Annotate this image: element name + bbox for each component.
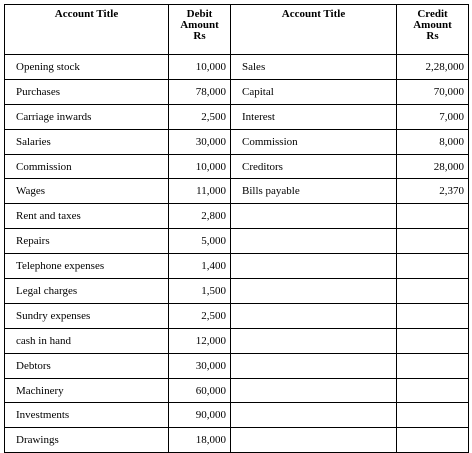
debit-account-title-cell: Investments	[5, 403, 169, 428]
table-row	[5, 154, 469, 179]
debit-amount-header-line: Rs	[193, 30, 206, 42]
credit-account-title-cell: Sales	[231, 55, 397, 80]
debit-account-title-cell: Commission	[5, 154, 169, 179]
table-row	[5, 328, 469, 353]
debit-account-title-cell: Wages	[5, 179, 169, 204]
table-row	[5, 353, 469, 378]
credit-account-title-cell	[231, 428, 397, 453]
header-row	[5, 5, 469, 55]
debit-amount-cell: 1,500	[169, 279, 231, 304]
credit-amount-cell	[397, 229, 469, 254]
debit-amount-cell: 1,400	[169, 254, 231, 279]
table-row	[5, 129, 469, 154]
credit-amount-cell: 70,000	[397, 79, 469, 104]
debit-account-title-cell: Rent and taxes	[5, 204, 169, 229]
credit-amount-cell: 8,000	[397, 129, 469, 154]
table-body	[5, 55, 469, 453]
table-row	[5, 403, 469, 428]
debit-amount-cell: 60,000	[169, 378, 231, 403]
credit-amount-cell	[397, 428, 469, 453]
credit-account-title-cell	[231, 279, 397, 304]
table-row	[5, 79, 469, 104]
debit-amount-cell: 10,000	[169, 154, 231, 179]
debit-account-title-cell: cash in hand	[5, 328, 169, 353]
credit-account-title-cell: Bills payable	[231, 179, 397, 204]
debit-account-title-cell: Purchases	[5, 79, 169, 104]
credit-account-title-cell: Creditors	[231, 154, 397, 179]
debit-account-title-cell: Carriage inwards	[5, 104, 169, 129]
debit-account-title-cell: Opening stock	[5, 55, 169, 80]
debit-amount-header-line: Amount	[180, 19, 219, 31]
table-row	[5, 428, 469, 453]
debit-account-title-cell: Drawings	[5, 428, 169, 453]
debit-amount-cell: 5,000	[169, 229, 231, 254]
credit-amount-cell	[397, 353, 469, 378]
debit-amount-cell: 90,000	[169, 403, 231, 428]
credit-account-title-cell: Interest	[231, 104, 397, 129]
credit-amount-cell	[397, 378, 469, 403]
credit-amount-cell: 7,000	[397, 104, 469, 129]
table-row	[5, 204, 469, 229]
debit-amount-header	[169, 5, 231, 55]
debit-amount-cell: 2,500	[169, 303, 231, 328]
table-row	[5, 104, 469, 129]
debit-amount-cell: 18,000	[169, 428, 231, 453]
credit-amount-cell	[397, 204, 469, 229]
debit-account-title-cell: Telephone expenses	[5, 254, 169, 279]
debit-amount-header-line: Debit	[186, 8, 213, 20]
debit-amount-cell: 12,000	[169, 328, 231, 353]
debit-account-title-header: Account Title	[5, 5, 169, 55]
debit-amount-cell: 10,000	[169, 55, 231, 80]
debit-amount-cell: 2,800	[169, 204, 231, 229]
credit-amount-cell	[397, 279, 469, 304]
trial-balance-table	[4, 4, 469, 453]
table-row	[5, 179, 469, 204]
credit-amount-header-line: Amount	[413, 19, 452, 31]
credit-amount-header	[397, 5, 469, 55]
credit-account-title-cell	[231, 328, 397, 353]
table-row	[5, 229, 469, 254]
credit-account-title-cell	[231, 254, 397, 279]
credit-account-title-cell	[231, 303, 397, 328]
table-row	[5, 254, 469, 279]
table-row	[5, 279, 469, 304]
credit-amount-cell	[397, 254, 469, 279]
credit-amount-header-line: Credit	[417, 8, 448, 20]
credit-account-title-cell	[231, 204, 397, 229]
credit-account-title-header: Account Title	[231, 5, 397, 55]
table-row	[5, 378, 469, 403]
debit-account-title-cell: Salaries	[5, 129, 169, 154]
credit-account-title-cell: Capital	[231, 79, 397, 104]
debit-account-title-cell: Repairs	[5, 229, 169, 254]
debit-amount-cell: 11,000	[169, 179, 231, 204]
debit-amount-cell: 30,000	[169, 129, 231, 154]
debit-account-title-cell: Sundry expenses	[5, 303, 169, 328]
debit-amount-cell: 30,000	[169, 353, 231, 378]
credit-account-title-cell	[231, 403, 397, 428]
debit-account-title-cell: Legal charges	[5, 279, 169, 304]
debit-amount-cell: 78,000	[169, 79, 231, 104]
debit-account-title-cell: Debtors	[5, 353, 169, 378]
table-row	[5, 55, 469, 80]
credit-account-title-cell	[231, 378, 397, 403]
credit-amount-cell	[397, 403, 469, 428]
credit-amount-cell	[397, 328, 469, 353]
debit-account-title-cell: Machinery	[5, 378, 169, 403]
credit-amount-cell: 2,370	[397, 179, 469, 204]
table-row	[5, 303, 469, 328]
credit-amount-header-line: Rs	[426, 30, 439, 42]
credit-account-title-cell	[231, 353, 397, 378]
credit-account-title-cell: Commission	[231, 129, 397, 154]
debit-amount-cell: 2,500	[169, 104, 231, 129]
credit-amount-cell: 2,28,000	[397, 55, 469, 80]
credit-amount-cell: 28,000	[397, 154, 469, 179]
credit-account-title-cell	[231, 229, 397, 254]
credit-amount-cell	[397, 303, 469, 328]
